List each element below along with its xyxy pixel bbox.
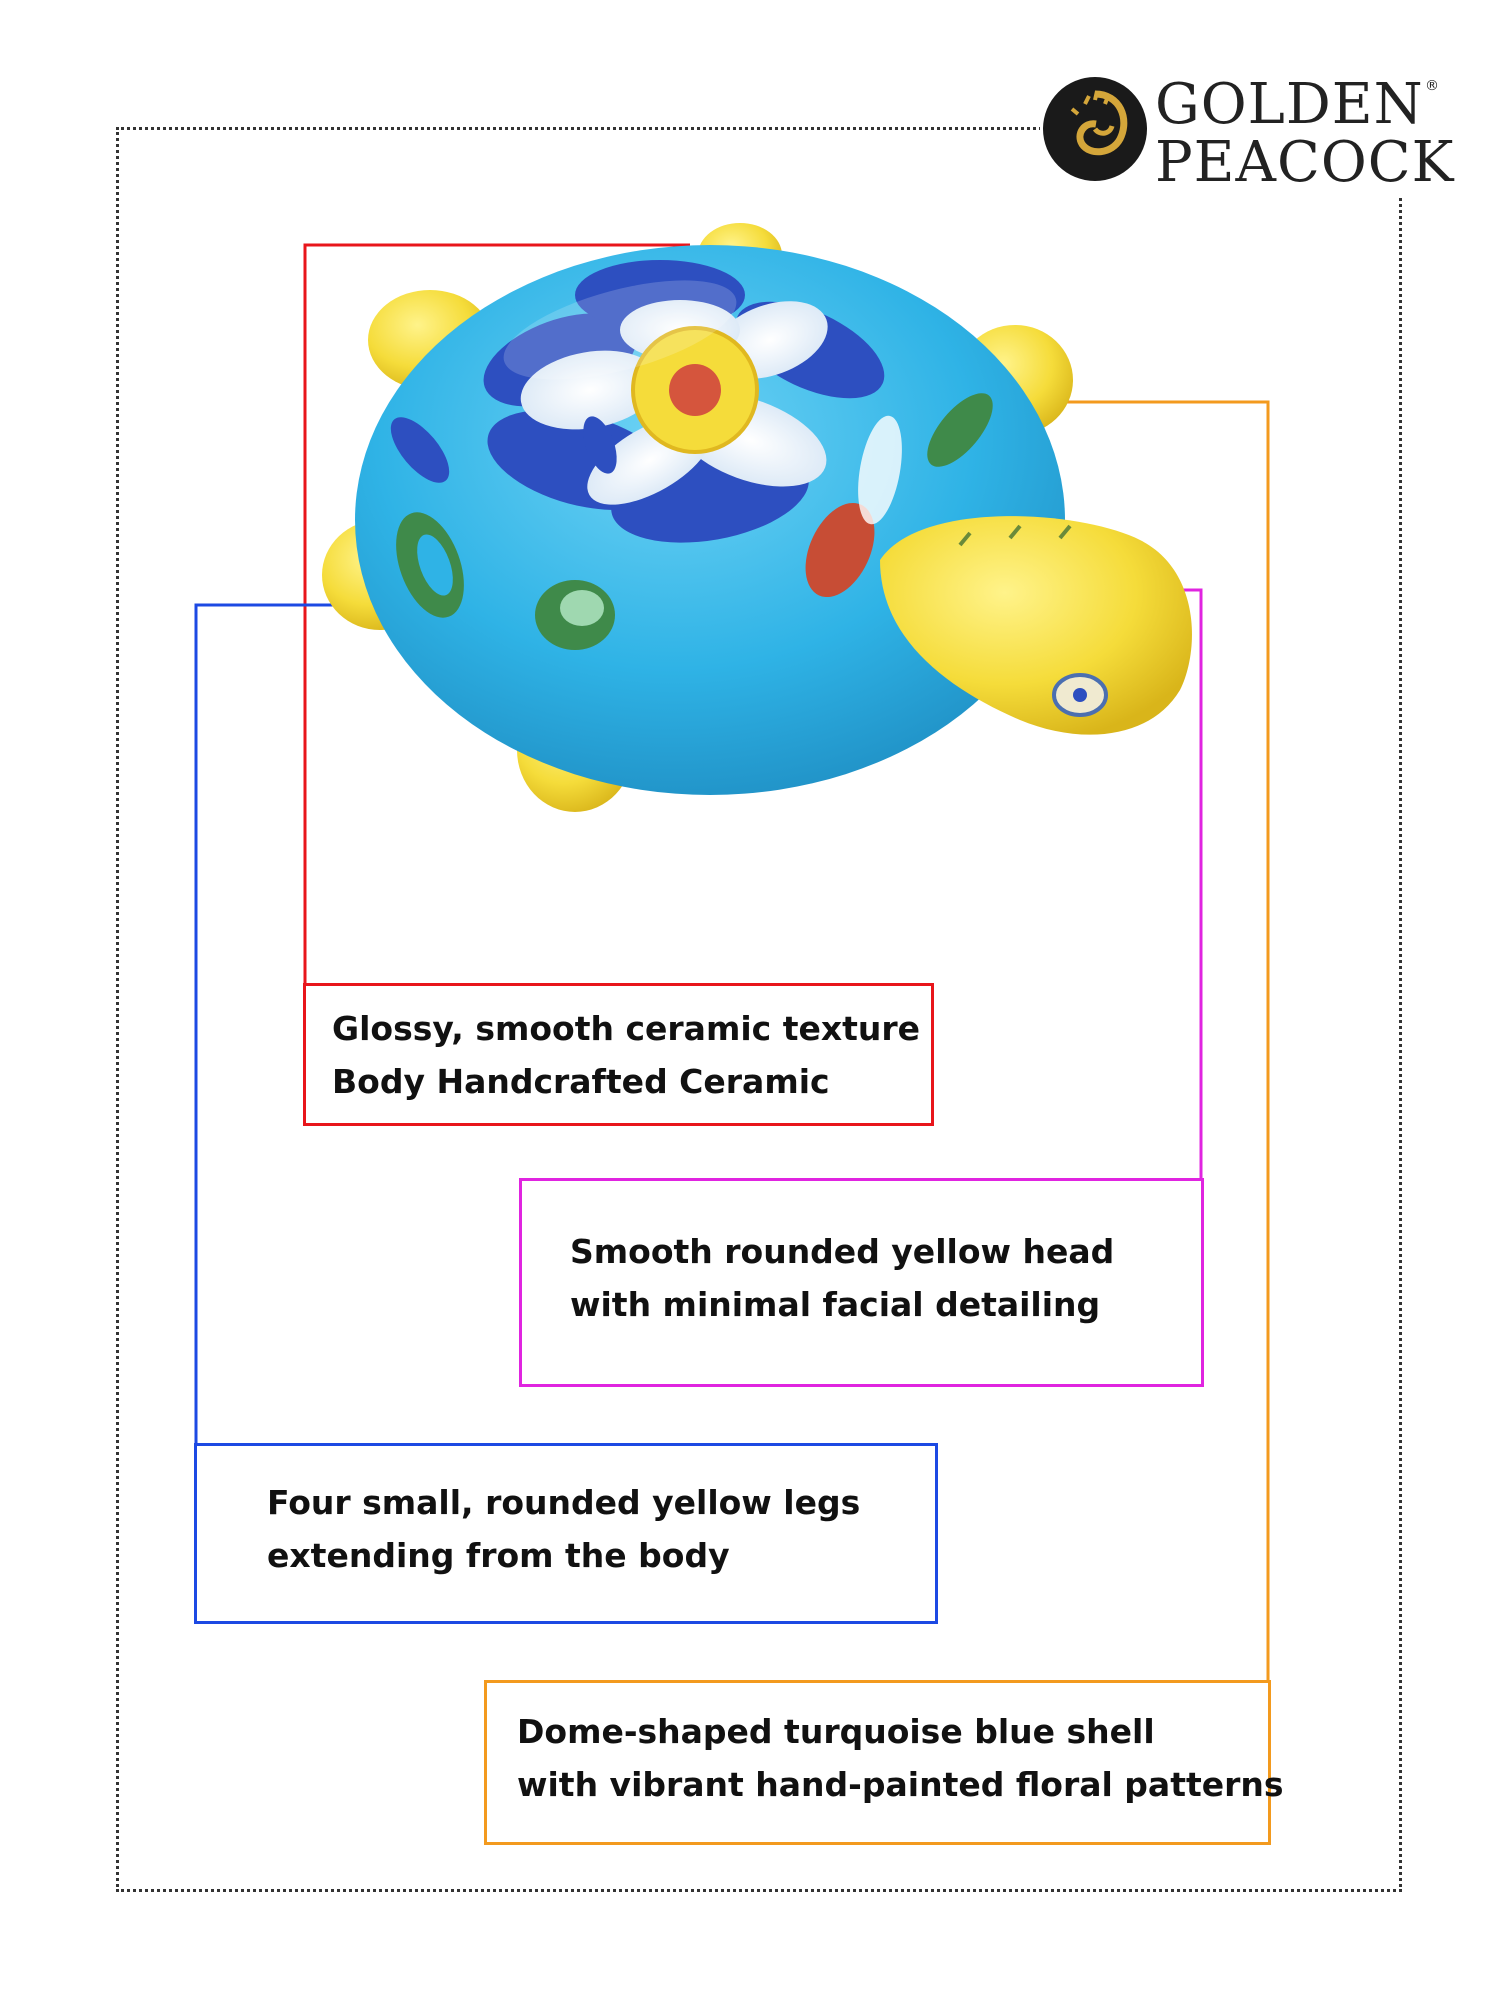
callout-legs <box>194 1443 938 1624</box>
peacock-emblem-icon <box>1040 74 1150 184</box>
brand-line-2: PEACOCK <box>1155 130 1455 195</box>
registered-mark: ® <box>1425 78 1439 94</box>
legs-line-1: Four small, rounded yellow legs <box>267 1483 861 1522</box>
callout-texture <box>303 983 934 1126</box>
texture-line-1: Glossy, smooth ceramic texture <box>332 1009 921 1048</box>
shell-line-1: Dome-shaped turquoise blue shell <box>517 1712 1155 1751</box>
texture-line-2: Body Handcrafted Ceramic <box>332 1062 830 1101</box>
legs-line-2: extending from the body <box>267 1536 730 1575</box>
callout-head <box>519 1178 1204 1387</box>
head-line-1: Smooth rounded yellow head <box>570 1232 1115 1271</box>
shell-line-2: with vibrant hand-painted floral patterns <box>517 1765 1284 1804</box>
golden-peacock-logo <box>1040 68 1460 198</box>
callout-shell <box>484 1680 1284 1845</box>
head-line-2: with minimal facial detailing <box>570 1285 1101 1324</box>
brand-line-1: GOLDEN <box>1155 72 1424 137</box>
ceramic-turtle-figurine <box>320 220 1200 840</box>
